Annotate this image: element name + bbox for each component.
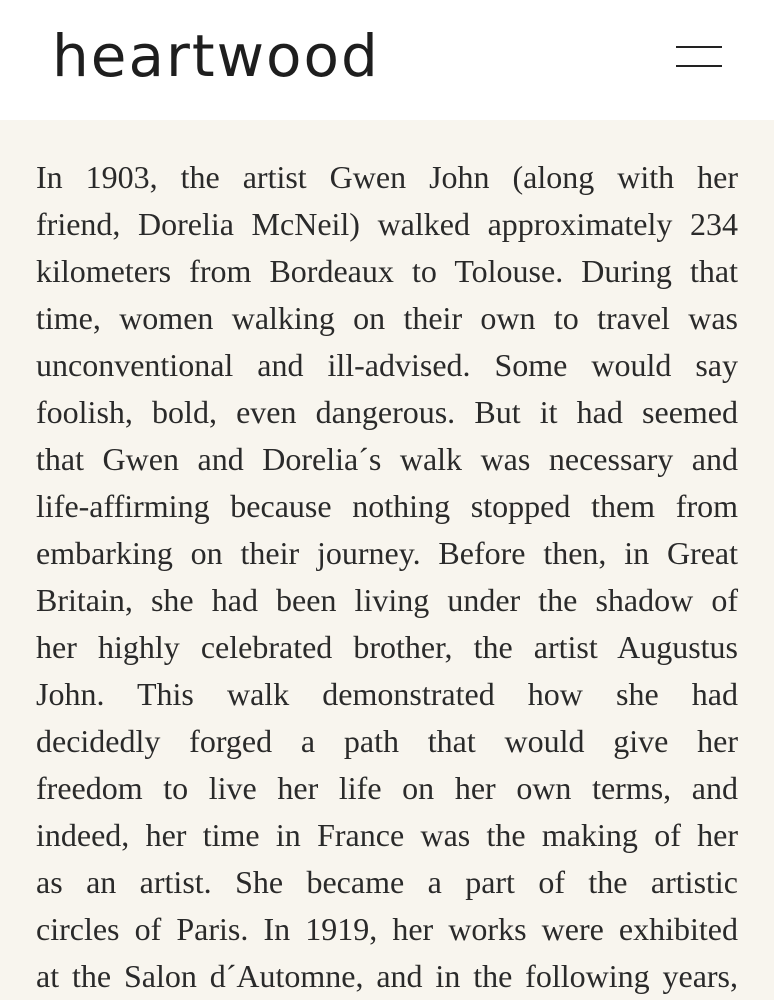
text-line: In 1903, the artist Gwen John (along with her — [36, 159, 738, 195]
text-line: friend, Dorelia McNeil) walked approximately 234 — [36, 206, 738, 242]
text-line: at the Salon d´Automne, and in the following years, — [36, 958, 738, 994]
text-line: that Gwen and Dorelia´s walk was necessary and — [36, 441, 738, 477]
hamburger-menu-icon-bar — [676, 65, 722, 67]
text-line: circles of Paris. In 1919, her works were exhibited — [36, 911, 738, 947]
text-line: her highly celebrated brother, the artist Augustus — [36, 629, 738, 665]
text-line: indeed, her time in France was the making of her — [36, 817, 738, 853]
text-line: unconventional and ill-advised. Some would say — [36, 347, 738, 383]
text-line: foolish, bold, even dangerous. But it had seemed — [36, 394, 738, 430]
text-line: John. This walk demonstrated how she had — [36, 676, 738, 712]
article-content — [0, 120, 774, 1000]
text-line: Britain, she had been living under the shadow of — [36, 582, 738, 618]
article-paragraph — [36, 154, 738, 1000]
text-line: freedom to live her life on her own terms, and — [36, 770, 738, 806]
site-logo[interactable]: heartwood — [52, 22, 380, 90]
hamburger-menu-icon — [676, 46, 722, 48]
text-line: decidedly forged a path that would give her — [36, 723, 738, 759]
text-line: kilometers from Bordeaux to Tolouse. During that — [36, 253, 738, 289]
text-line: life-affirming because nothing stopped them from — [36, 488, 738, 524]
site-header — [0, 0, 774, 120]
text-line: time, women walking on their own to travel was — [36, 300, 738, 336]
menu-button[interactable] — [664, 34, 734, 78]
text-line: embarking on their journey. Before then, in Great — [36, 535, 738, 571]
text-line: as an artist. She became a part of the artistic — [36, 864, 738, 900]
